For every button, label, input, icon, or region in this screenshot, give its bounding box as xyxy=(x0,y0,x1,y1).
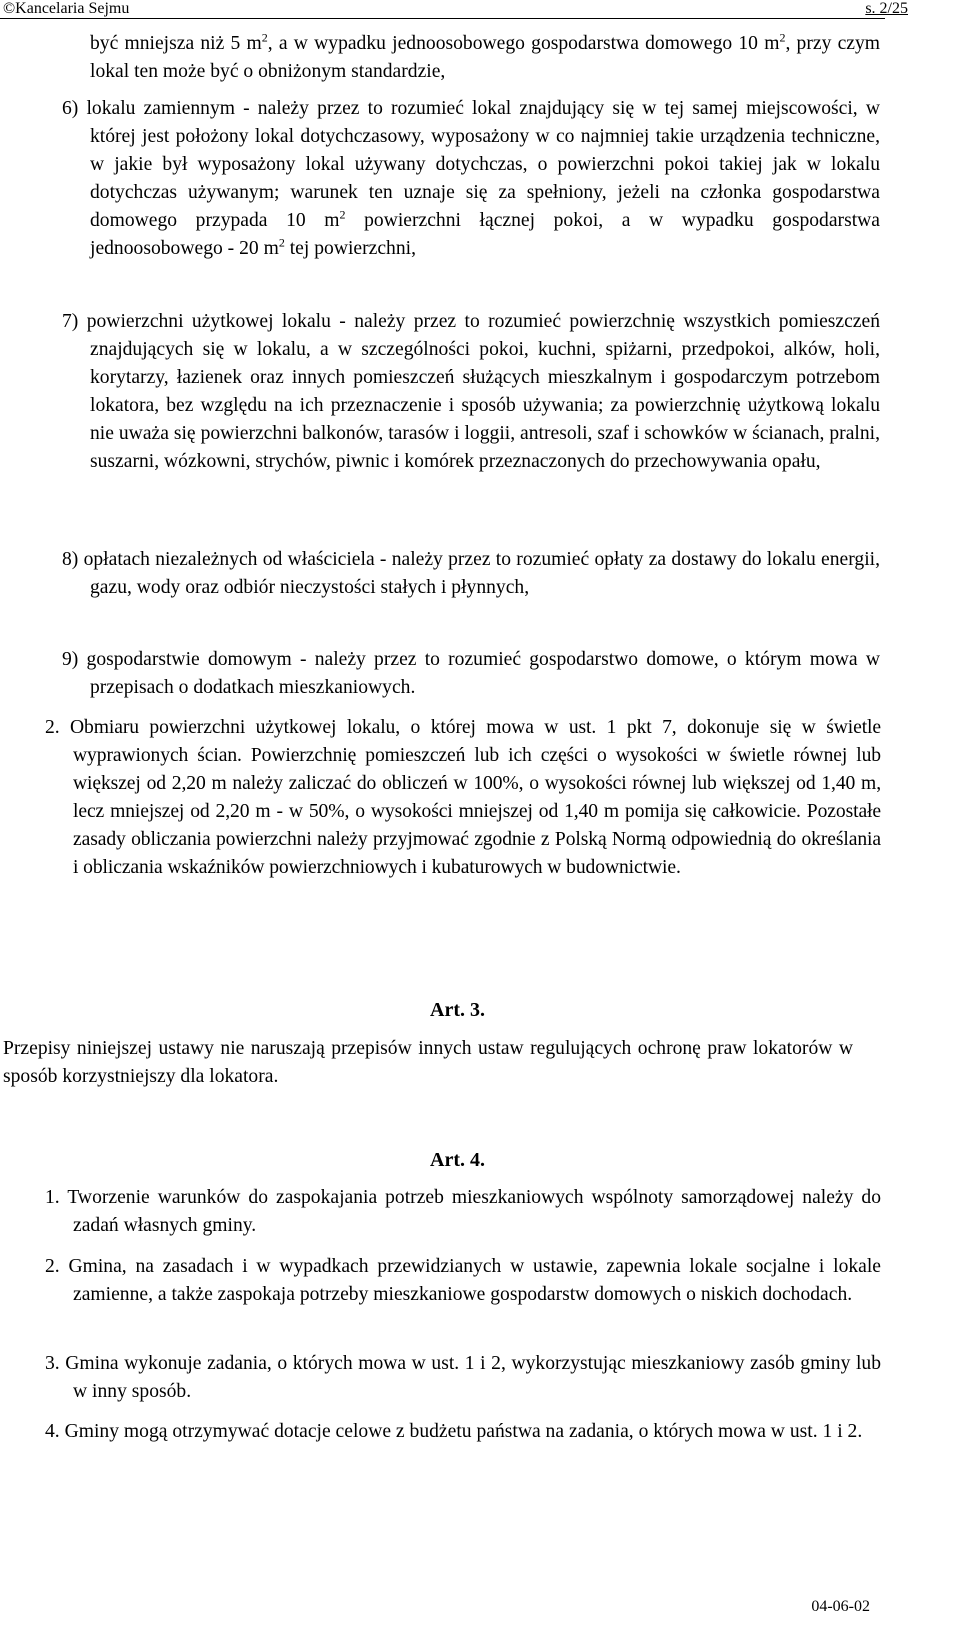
definition-item-6 xyxy=(62,95,880,263)
superscript: 2 xyxy=(261,30,268,45)
publisher-label: ©Kancelaria Sejmu xyxy=(3,0,130,17)
article-3-text: Przepisy niniejszej ustawy nie naruszają przepisów innych ustaw regulujących ochronę praw lokatorów w sposób korzystniejszy dla lokatora. xyxy=(3,1038,853,1087)
definition-item-9: 9) gospodarstwie domowym - należy przez to rozumieć gospodarstwo domowe, o którym mowa w przepisach o dodatkach mieszkaniowych. xyxy=(62,649,880,698)
text-run: 6) lokalu zamiennym - należy przez to rozumieć lokal znajdujący się w tej samej miejscowości, w której jest położony lokal dotychczasowy, wyposażony w co najmniej takie urządzenia techniczne, w jakie był wyposażony lokal używany dotychczas, o powierzchni pokoi takiej jak w lokalu dotychczas używanym; warunek ten uznaje się za spełniony, jeżeli na członka gospodarstwa domowego przypada 10 m xyxy=(62,98,880,231)
continued-paragraph xyxy=(90,30,880,86)
text-run: , przy czym lokal ten może być o obniżonym standardzie, xyxy=(90,33,880,82)
article-4-section-2: 2. Gmina, na zasadach i w wypadkach przewidzianych w ustawie, zapewnia lokale socjalne i lokale zamienne, a także zaspokaja potrzeby mieszkaniowe gospodarstw domowych o niskich dochodach. xyxy=(45,1256,881,1305)
article-4-section-1: 1. Tworzenie warunków do zaspokajania potrzeb mieszkaniowych wspólnoty samorządowej należy do zadań własnych gminy. xyxy=(45,1187,881,1236)
definition-item-8: 8) opłatach niezależnych od właściciela - należy przez to rozumieć opłaty za dostawy do lokalu energii, gazu, wody oraz odbiór nieczystości stałych i płynnych, xyxy=(62,549,880,598)
page-number: s. 2/25 xyxy=(865,0,908,17)
definition-item-7: 7) powierzchni użytkowej lokalu - należy przez to rozumieć powierzchnię wszystkich pomieszczeń znajdujących się w lokalu, a w szczególności pokoi, kuchni, spiżarni, przedpokoi, alków, holi, korytarzy, łazienek oraz innych pomieszczeń służących mieszkalnym i gospodarczym potrzebom lokatora, bez względu na ich przeznaczenie i sposób używania; za powierzchnię użytkową lokalu nie uważa się powierzchni balkonów, tarasów i loggii, antresoli, szaf i schowków w ścianach, pralni, suszarni, wózkowni, strychów, piwnic i komórek przeznaczonych do przechowywania opału, xyxy=(62,311,880,472)
article-4-section-4: 4. Gminy mogą otrzymywać dotacje celowe z budżetu państwa na zadania, o których mowa w ust. 1 i 2. xyxy=(45,1421,863,1442)
superscript: 2 xyxy=(278,235,285,250)
document-date: 04-06-02 xyxy=(811,1598,870,1615)
article-4-heading: Art. 4. xyxy=(430,1149,485,1171)
article-4-section-3: 3. Gmina wykonuje zadania, o których mowa w ust. 1 i 2, wykorzystując mieszkaniowy zasób gminy lub w inny sposób. xyxy=(45,1353,881,1402)
text-run: powierzchni łącznej pokoi, a w wypadku gospodarstwa jednoosobowego - 20 m xyxy=(90,210,880,259)
article-3-heading: Art. 3. xyxy=(430,999,485,1021)
superscript: 2 xyxy=(779,30,786,45)
header-rule xyxy=(0,18,885,19)
text-run: tej powierzchni, xyxy=(284,238,416,259)
section-2-paragraph: 2. Obmiaru powierzchni użytkowej lokalu, o której mowa w ust. 1 pkt 7, dokonuje się w świetle wyprawionych ścian. Powierzchnię pomieszczeń lub ich części o wysokości w świetle równej lub większej od 2,20 m należy zaliczać do obliczeń w 100%, o wysokości równej lub większej od 1,40 m, lecz mniejszej od 2,20 m - w 50%, o wysokości mniejszej od 1,40 m pomija się całkowicie. Pozostałe zasady obliczania powierzchni należy przyjmować zgodnie z Polską Normą odpowiednią do określania i obliczania wskaźników powierzchniowych i kubaturowych w budownictwie. xyxy=(45,717,881,878)
text-run: być mniejsza niż 5 m xyxy=(90,33,262,54)
text-run: , a w wypadku jednoosobowego gospodarstwa domowego 10 m xyxy=(267,33,780,54)
superscript: 2 xyxy=(339,207,346,222)
